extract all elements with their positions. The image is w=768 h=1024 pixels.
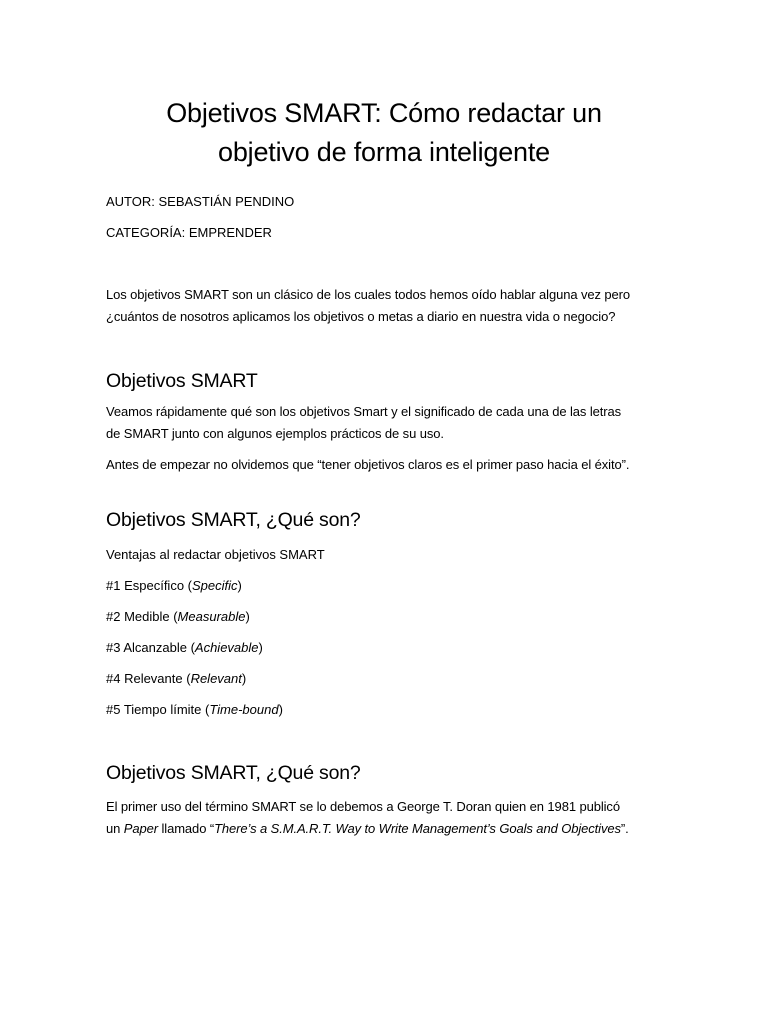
section3-line-1: El primer uso del término SMART se lo debemos a George T. Doran quien en 1981 publicó xyxy=(106,799,620,814)
smart-item-achievable: #3 Alcanzable (Achievable) xyxy=(106,640,263,655)
paper-word: Paper xyxy=(123,821,158,836)
section1-p1-line-1: Veamos rápidamente qué son los objetivos Smart y el significado de cada una de las letras xyxy=(106,404,622,419)
smart-term: Time-bound xyxy=(209,702,279,717)
smart-term: Specific xyxy=(192,578,238,593)
smart-item-time-bound: #5 Tiempo límite (Time-bound) xyxy=(106,702,283,717)
section-heading-que-son-2: Objetivos SMART, ¿Qué son? xyxy=(106,762,361,784)
title-line-2: objetivo de forma inteligente xyxy=(218,137,550,167)
intro-line-2: ¿cuántos de nosotros aplicamos los objetivos o metas a diario en nuestra vida o negocio? xyxy=(106,309,616,324)
section-heading-que-son-1: Objetivos SMART, ¿Qué son? xyxy=(106,509,361,531)
intro-paragraph xyxy=(106,284,662,328)
smart-item-relevant: #4 Relevante (Relevant) xyxy=(106,671,247,686)
smart-term: Measurable xyxy=(177,609,246,624)
smart-term: Relevant xyxy=(190,671,242,686)
section-heading-objetivos-smart: Objetivos SMART xyxy=(106,370,258,392)
smart-term: Achievable xyxy=(194,640,259,655)
paper-title-quote: There’s a S.M.A.R.T. Way to Write Management’s Goals and Objectives xyxy=(214,821,621,836)
document-title xyxy=(106,0,662,172)
smart-item-measurable: #2 Medible (Measurable) xyxy=(106,609,250,624)
title-line-1: Objetivos SMART: Cómo redactar un xyxy=(166,98,602,128)
section1-paragraph-2: Antes de empezar no olvidemos que “tener objetivos claros es el primer paso hacia el éxito”. xyxy=(106,457,630,472)
intro-line-1: Los objetivos SMART son un clásico de los cuales todos hemos oído hablar alguna vez pero xyxy=(106,287,631,302)
section1-paragraph-1 xyxy=(106,401,662,445)
section3-paragraph xyxy=(106,796,662,840)
ventajas-intro: Ventajas al redactar objetivos SMART xyxy=(106,547,325,562)
section1-p1-line-2: de SMART junto con algunos ejemplos prácticos de su uso. xyxy=(106,426,444,441)
category-line: CATEGORÍA: EMPRENDER xyxy=(106,225,272,240)
author-line: AUTOR: SEBASTIÁN PENDINO xyxy=(106,194,295,209)
smart-item-specific: #1 Específico (Specific) xyxy=(106,578,242,593)
section3-line-2: un Paper llamado “There’s a S.M.A.R.T. Way to Write Management’s Goals and Objectives”. xyxy=(106,821,629,836)
